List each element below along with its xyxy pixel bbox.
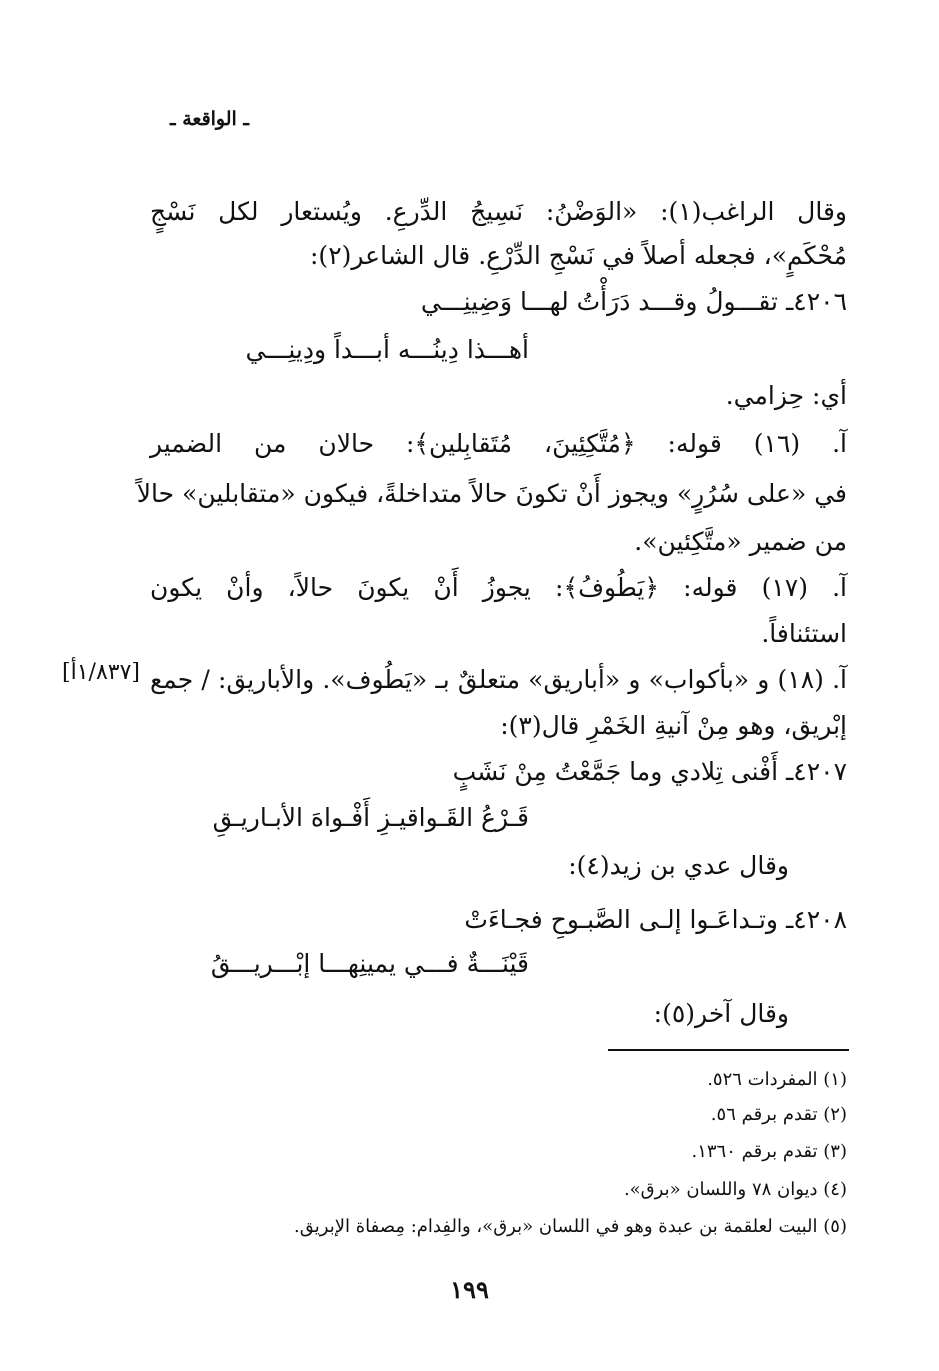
footnote-2: (٢) تقدم برقم ٥٦. bbox=[710, 1104, 847, 1125]
paragraph-line: في «على سُرُرٍ» ويجوز أَنْ تكونَ حالاً متداخلةً، فيكون «متقابلين» حالاً bbox=[136, 479, 847, 508]
paragraph-line: وقال عدي بن زيد(٤): bbox=[568, 851, 789, 880]
footnote-4: (٤) ديوان ٧٨ واللسان «برق». bbox=[623, 1179, 847, 1200]
paragraph-line: آ. (١٦) قوله: ﴿مُتَّكِئِينَ، مُتَقابِلين﴾: حالان من الضمير bbox=[150, 429, 847, 458]
paragraph-line: من ضمير «متَّكِئين». bbox=[634, 527, 847, 556]
footnote-3: (٣) تقدم برقم ١٣٦٠. bbox=[691, 1141, 847, 1162]
verse-4208-first-hemistich: ٤٢٠٨ـ وتـداعَـوا إلـى الصَّبـوحِ فجـاءَتْ bbox=[464, 905, 847, 934]
verse-4208-second-hemistich: قَيْنَـــةٌ فـــي يمينِهـــا إبْـــريـــقُ bbox=[210, 949, 529, 978]
paragraph-line: أي: حِزامي. bbox=[725, 381, 847, 410]
paragraph-line: آ. (١٨) و «بأكواب» و «أباريق» متعلقٌ بـ «يَطُوف». والأباريق: / جمع bbox=[150, 665, 847, 694]
verse-4206-first-hemistich: ٤٢٠٦ـ تقـــولُ وقـــد دَرَأْتُ لهـــا وَضِينِـــي bbox=[420, 287, 847, 316]
manuscript-folio-reference: [١/٨٣٧أ] bbox=[62, 660, 140, 685]
paragraph-line: إبْريق، وهو مِنْ آنيةِ الخَمْرِ قال(٣): bbox=[500, 711, 847, 740]
paragraph-line: وقال آخر(٥): bbox=[653, 999, 789, 1028]
paragraph-line: استئنافاً. bbox=[761, 619, 847, 648]
footnote-5: (٥) البيت لعلقمة بن عبدة وهو في اللسان «برق»، والفِدام: مِصفاة الإبريق. bbox=[294, 1216, 847, 1237]
verse-4207-second-hemistich: قَـرْعُ القَـواقيـزِ أَفْـواهَ الأبـاريـقِ bbox=[212, 803, 529, 832]
verse-4207-first-hemistich: ٤٢٠٧ـ أَفْنى تِلادي وما جَمَّعْتُ مِنْ نَشَبٍ bbox=[452, 757, 847, 786]
paragraph-line: وقال الراغب(١): «الوَضْنُ: نَسِيجُ الدِّرعِ. ويُستعار لكل نَسْجٍ bbox=[150, 197, 847, 226]
running-header: ـ الواقعة ـ bbox=[170, 108, 249, 130]
paragraph-line: آ. (١٧) قوله: ﴿يَطُوفُ﴾: يجوزُ أَنْ يكونَ حالاً، وأنْ يكون bbox=[150, 573, 847, 602]
footnote-separator bbox=[608, 1049, 849, 1051]
page-number: ١٩٩ bbox=[450, 1275, 489, 1304]
footnote-1: (١) المفردات ٥٢٦. bbox=[707, 1069, 847, 1090]
paragraph-line: مُحْكَمٍ»، فجعله أصلاً في نَسْجِ الدِّرْعِ. قال الشاعر(٢): bbox=[310, 241, 847, 270]
verse-4206-second-hemistich: أهـــذا دِينُـــه أبـــداً ودِينِـــي bbox=[245, 335, 529, 364]
